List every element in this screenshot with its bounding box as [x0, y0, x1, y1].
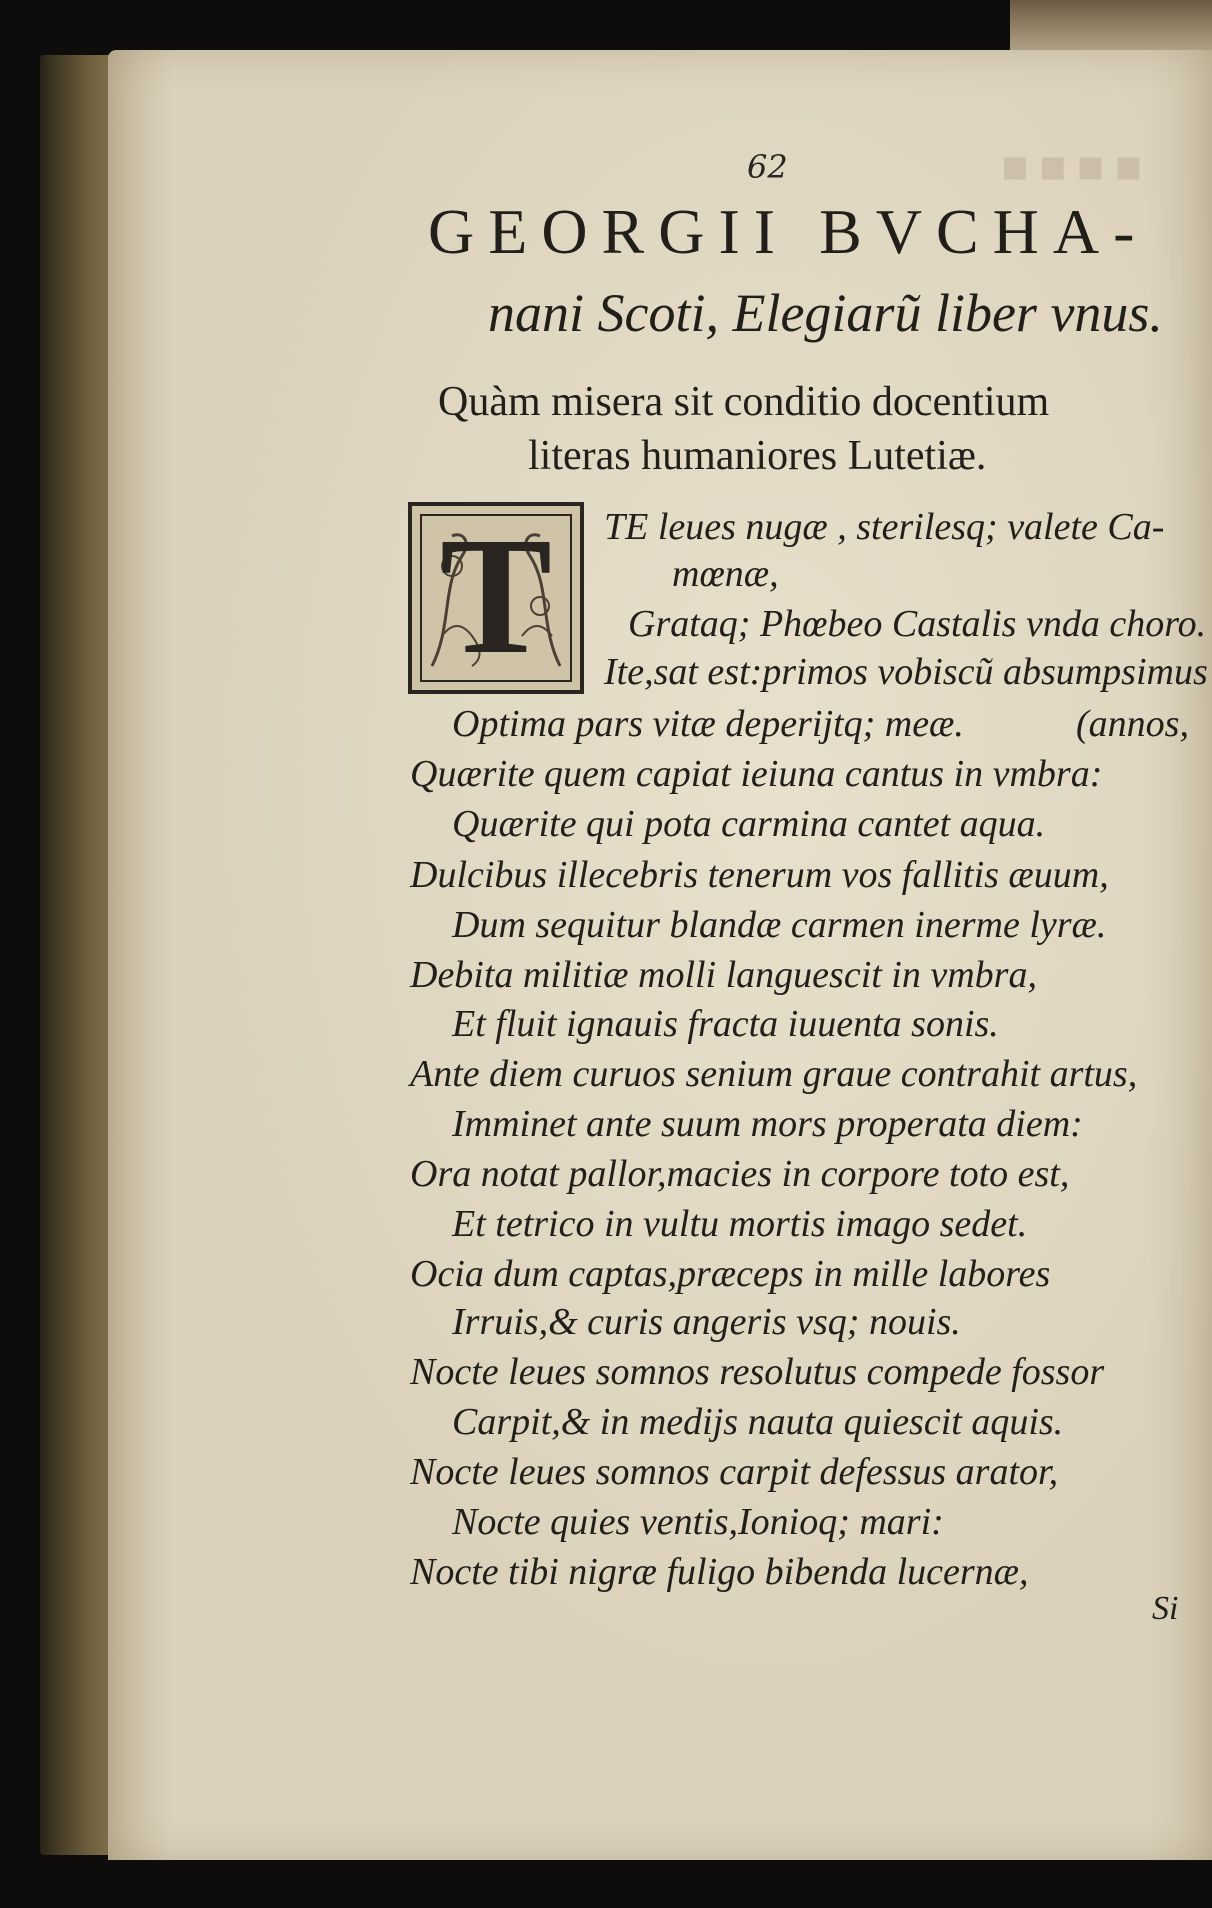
page-number: 62 — [747, 148, 788, 186]
verse-line: Et fluit ignauis fracta iuuenta sonis. — [452, 1003, 999, 1045]
verse-line: Grataq; Phœbeo Castalis vnda choro. — [628, 603, 1207, 645]
verse-line: Nocte tibi nigræ fuligo bibenda lucernæ, — [410, 1551, 1029, 1593]
verse-line: Ocia dum captas,præceps in mille labores — [410, 1253, 1051, 1295]
decorated-initial — [408, 502, 584, 694]
page-title: GEORGII BVCHA- — [428, 196, 1149, 267]
verse-line: Ite,sat est:primos vobiscũ absumpsimus — [604, 651, 1208, 693]
verse-line: Nocte leues somnos resolutus compede fossor — [410, 1351, 1105, 1393]
verse-line: Debita militiæ molli languescit in vmbra, — [410, 954, 1037, 996]
verse-line: Ora notat pallor,macies in corpore toto est, — [410, 1153, 1070, 1195]
verse-line: mœnæ, — [672, 553, 779, 595]
initial-letter: T — [439, 503, 553, 689]
verse-line: TE leues nugæ , sterilesq; valete Ca- — [604, 506, 1165, 548]
verse-line: Imminet ante suum mors properata diem: — [452, 1103, 1083, 1145]
verse-line: Quærite qui pota carmina cantet aqua. — [452, 803, 1046, 845]
verse-line: (annos, — [1076, 703, 1189, 745]
verse-line: Et tetrico in vultu mortis imago sedet. — [452, 1203, 1028, 1245]
verse-line: Nocte quies ventis,Ionioq; mari: — [452, 1501, 944, 1543]
verse-line: Optima pars vitæ deperijtq; meæ. — [452, 703, 964, 745]
verse-line: Nocte leues somnos carpit defessus arator, — [410, 1451, 1059, 1493]
heading-line-2: literas humaniores Lutetiæ. — [528, 433, 987, 479]
heading-line-1: Quàm misera sit conditio docentium — [438, 379, 1050, 425]
catchword: Si — [1152, 1590, 1179, 1627]
verse-line: Dulcibus illecebris tenerum vos fallitis æuum, — [410, 854, 1109, 896]
verse-line: Irruis,& curis angeris vsq; nouis. — [452, 1301, 961, 1343]
page-subtitle: nani Scoti, Elegiarũ liber vnus. — [488, 283, 1163, 343]
verse-line: Carpit,& in medijs nauta quiescit aquis. — [452, 1401, 1064, 1443]
verse-line: Dum sequitur blandæ carmen inerme lyræ. — [452, 904, 1107, 946]
verse-line: Ante diem curuos senium graue contrahit artus, — [410, 1053, 1138, 1095]
verse-line: Quærite quem capiat ieiuna cantus in vmbra: — [410, 753, 1103, 795]
